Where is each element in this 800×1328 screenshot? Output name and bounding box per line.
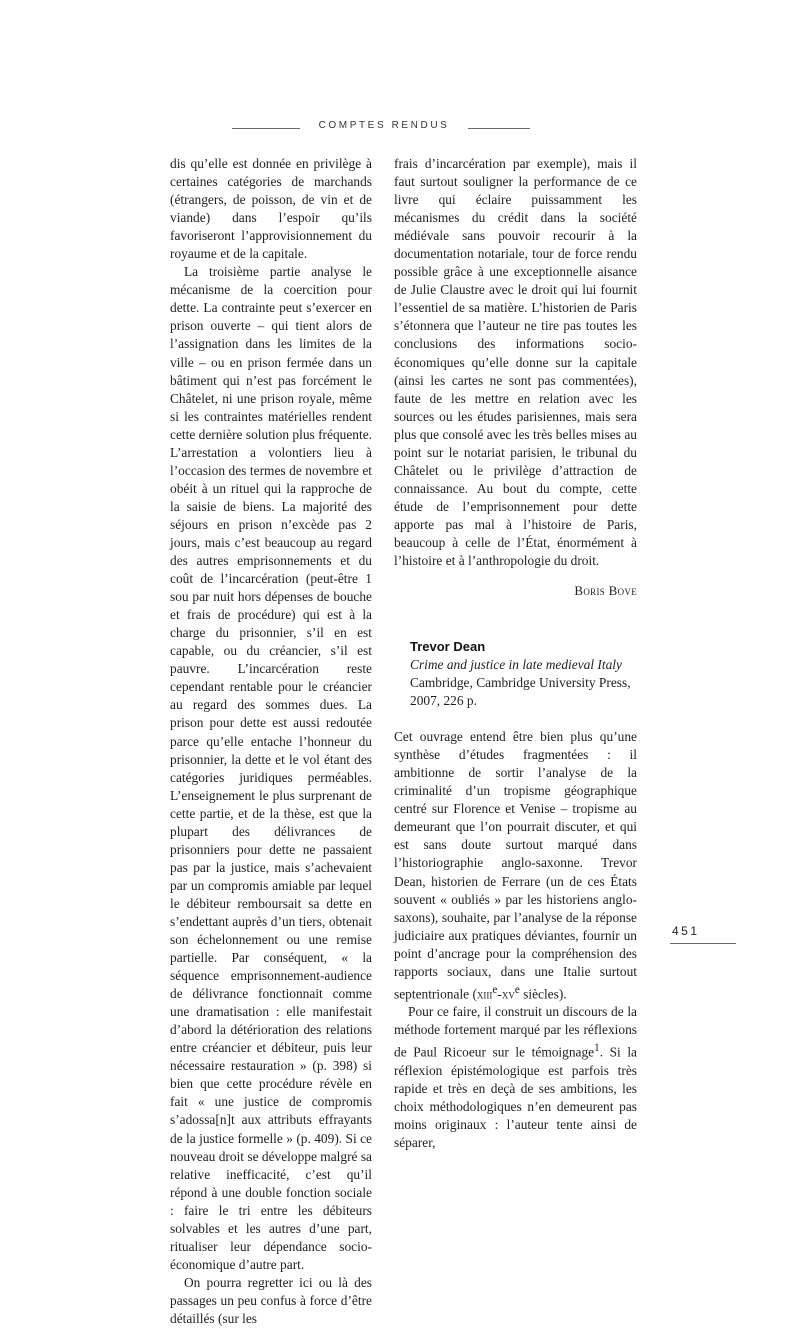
running-title: COMPTES RENDUS	[318, 120, 450, 131]
century-dash: -	[497, 986, 502, 1002]
page-number-rule	[670, 943, 736, 944]
footnote-reference: 1	[594, 1042, 600, 1055]
left-paragraph-1: dis qu’elle est donnée en privilège à certaines catégories de marchands (étrangers, de poisson, de vin et de viande) dans l’espoir qu’ils favoriseront l’approvisionnement du royaume et de la capitale.	[170, 156, 372, 262]
century-end: xv	[501, 986, 515, 1002]
right-paragraph-1: frais d’incarcération par exemple), mais il faut surtout souligner la performance de ce livre qui éclaire puissamment les mécanismes du crédit dans la société médiévale sans pouvoir recourir à la documentation notariale, tour de force rendu possible grâce à une exceptionnelle aisance de Julie Claustre avec le droit qui lui fournit l’essentiel de sa matière. L’historien de Paris s’étonnera que l’auteur ne tire pas toutes les conclusions des informations socio-économiques qu’elle donne sur la capitale (ainsi les cartes ne sont pas commentées), faute de les mettre en relation avec les sources ou les études parisiennes, mais sera plus que consolé avec les très belles mises au point sur le notariat parisien, le tribunal du Châtelet ou le privilège d’attraction de connaissance. Au bout du compte, cette étude de l’emprisonnement pour dette apporte pas mal à l’histoire de Paris, beaucoup à celle de l’État, énormément à l’histoire et à l’anthropologie du droit.	[394, 156, 637, 569]
right-paragraph-2	[394, 728, 637, 1003]
century-start: xiii	[476, 986, 493, 1002]
century-end-suffix: e	[514, 983, 520, 996]
right-paragraph-3	[394, 1003, 637, 1152]
review-author: Trevor Dean	[410, 639, 486, 655]
left-paragraph-2: La troisième partie analyse le mécanisme de la coercition pour dette. La contrainte peut s’exercer en prison ouverte – qui tient alors de l’assignation dans les limites de la ville – ou en prison fermée dans un bâtiment qui n’est pas forcément le Châtelet, ni une prison royale, même si les contraintes matérielles rendent cette dernière solution plus fréquente. L’arrestation a volontiers lieu à l’occasion des termes de novembre et obéit à un rituel qui la rapproche de la saisie de biens. La majorité des séjours en prison n’excède pas 2 jours, mais c’est beaucoup au regard des autres emprisonnements et du coût de l’incarcération (peut-être 1 sou par nuit hors dépenses de bouche et frais de procédure) qui est à la charge du prisonnier, s’il en est capable, ou du créancier, s’il est pauvre. L’incarcération reste cependant rentable pour le créancier au regard des sommes dues. La prison pour dette est aussi redoutée parce qu’elle entache l’honneur du prisonnier, la dette et le vol étant des catégories juridiques perméables. L’enseignement le plus surprenant de cette partie, et de la thèse, est que la plupart des délivrances de prisonniers pour dette ne passaient pas par la justice, mais s’achevaient par un compromis amiable par lequel le débiteur remboursait sa dette en s’endettant auprès d’un tiers, obtenait son échelonnement ou une remise partielle. Par conséquent, « la séquence emprisonnement-audience de délivrance fonctionnait comme une dramatisation : elle manifestait d’abord la détérioration des relations entre créancier et débiteur, puis leur nécessaire restauration » (p. 398) si bien que cette procédure révèle en fait « une justice de compromis s’adossa[n]t aux attributs effrayants de la justice formelle » (p. 409). Si ce nouveau droit se développe malgré sa relative inefficacité, c’est qu’il répond à une double fonction sociale : faire le tri entre les débiteurs solvables et les autres d’une part, ritualiser leur dépendance socio-économique d’autre part.	[170, 264, 372, 1272]
right-paragraph-2-end: siècles).	[519, 986, 567, 1002]
century-start-suffix: e	[492, 983, 498, 996]
review-signature: Boris Bove	[574, 583, 637, 599]
right-paragraph-3-text: Pour ce faire, il construit un discours de la méthode fortement marqué par les réflexions de Paul Ricoeur sur le témoignage	[394, 1004, 637, 1060]
left-paragraph-3: On pourra regretter ici ou là des passages un peu confus à force d’être détaillés (sur les	[170, 1274, 372, 1326]
right-column	[394, 155, 637, 1152]
running-header	[0, 120, 800, 136]
review-heading	[410, 638, 637, 710]
page-number: 451	[672, 924, 700, 938]
right-paragraph-3-continuation: . Si la réflexion épistémologique est parfois très rapide et très en deçà de ses ambitions, les choix méthodologiques n’en demeurent pas moins originaux : l’auteur tente ainsi de séparer,	[394, 1044, 637, 1151]
left-column	[170, 155, 372, 1328]
right-paragraph-2-text: Cet ouvrage entend être bien plus qu’une synthèse d’études fragmentées : il ambitionne de sortir l’analyse de la criminalité d’un tropisme géographique centré sur Florence et Venise – tropisme au demeurant que l’on pourrait discuter, et qui est sans doute surtout marqué dans l’historiographie anglo-saxonne. Trevor Dean, historien de Ferrare (un de ces États souvent « oubliés » par les historiens anglo-saxons), souhaite, par l’analyse de la réponse judiciaire aux pratiques déviantes, fournir un point d’ancrage pour la compréhension des rapports sociaux, dans une Italie surtout septentrionale (	[394, 729, 637, 1002]
header-rule-left	[232, 128, 300, 129]
review-book-title: Crime and justice in late medieval Italy	[410, 657, 622, 673]
review-publisher-line-1: Cambridge, Cambridge University Press,	[410, 675, 631, 691]
header-rule-right	[468, 128, 530, 129]
review-publisher-line-2: 2007, 226 p.	[410, 693, 477, 709]
